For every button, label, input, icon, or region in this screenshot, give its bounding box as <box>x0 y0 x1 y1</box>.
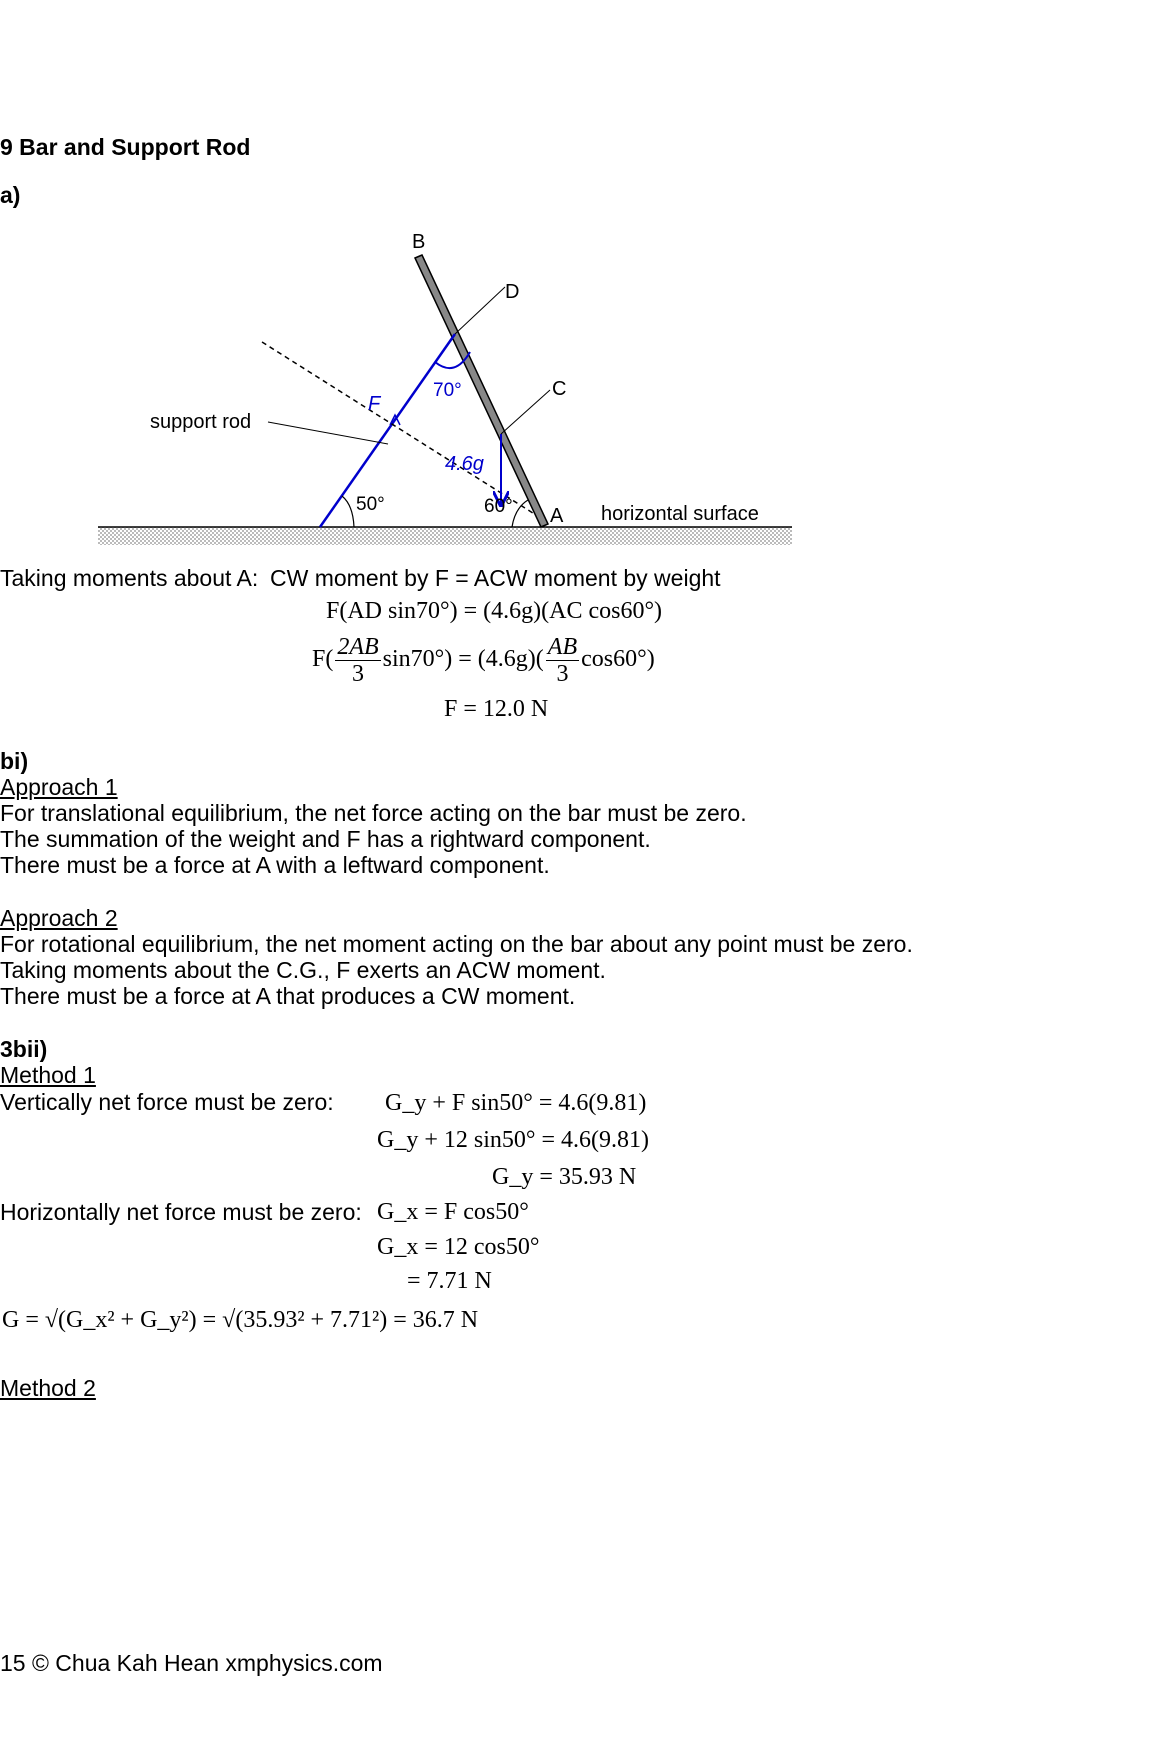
label-angle-70: 70° <box>433 380 462 401</box>
label-angle-60: 60° <box>484 496 513 517</box>
vertical-eq-2: G_y + 12 sin50° = 4.6(9.81) <box>377 1127 649 1153</box>
approach2-line-3: There must be a force at A that produces a CW moment. <box>0 983 576 1009</box>
angle-60-arc <box>512 500 528 527</box>
label-c-leader <box>501 390 550 434</box>
label-horizontal-surface: horizontal surface <box>601 503 759 525</box>
eq2-left: F( <box>312 646 334 673</box>
method1-title: Method 1 <box>0 1062 96 1088</box>
eq2-frac2-num: AB <box>547 634 578 660</box>
eq2-mid: sin70°) = (4.6g)( <box>382 646 544 673</box>
eq2-frac1-den: 3 <box>352 661 364 687</box>
approach2-line-1: For rotational equilibrium, the net moment acting on the bar about any point must be zero. <box>0 931 913 957</box>
eq2-frac1-num: 2AB <box>337 634 379 660</box>
eq2-fraction-2 <box>546 634 579 687</box>
eq2-fraction-1 <box>335 634 380 687</box>
footer: 15 © Chua Kah Hean xmphysics.com <box>0 1650 383 1676</box>
part-bii-label: 3bii) <box>0 1036 48 1062</box>
equation-2 <box>312 634 655 687</box>
label-b: B <box>412 231 426 253</box>
label-c: C <box>552 378 567 400</box>
moments-intro: Taking moments about A: <box>0 565 259 591</box>
horizontal-eq-3: = 7.71 N <box>407 1268 492 1294</box>
label-weight: 4.6g <box>445 453 484 475</box>
approach1-line-3: There must be a force at A with a leftward component. <box>0 852 550 878</box>
angle-50-arc <box>342 496 354 527</box>
method2-title: Method 2 <box>0 1375 96 1401</box>
resultant-equation: G = √(G_x² + G_y²) = √(35.93² + 7.71²) = 36.7 N <box>2 1307 479 1333</box>
horizontal-eq-1: G_x = F cos50° <box>377 1199 529 1225</box>
label-angle-50: 50° <box>356 494 385 515</box>
vertical-eq-3: G_y = 35.93 N <box>492 1164 637 1190</box>
support-rod-leader <box>268 422 388 444</box>
section-title: 9 Bar and Support Rod <box>0 134 251 160</box>
eq2-right: cos60°) <box>581 646 655 673</box>
approach1-title: Approach 1 <box>0 774 118 800</box>
equation-3: F = 12.0 N <box>444 696 549 722</box>
vertical-intro: Vertically net force must be zero: <box>0 1089 334 1115</box>
ground-hatch <box>98 527 792 545</box>
horizontal-intro: Horizontally net force must be zero: <box>0 1199 362 1225</box>
vertical-eq-1: G_y + F sin50° = 4.6(9.81) <box>385 1090 647 1116</box>
label-d: D <box>505 281 520 303</box>
horizontal-eq-2: G_x = 12 cos50° <box>377 1234 540 1260</box>
label-a: A <box>550 505 564 527</box>
label-f: F <box>368 393 381 415</box>
equation-1: F(AD sin70°) = (4.6g)(AC cos60°) <box>326 598 663 624</box>
eq2-frac2-den: 3 <box>556 661 569 687</box>
part-bi-label: bi) <box>0 748 29 774</box>
approach1-line-1: For translational equilibrium, the net force acting on the bar must be zero. <box>0 800 747 826</box>
label-support-rod: support rod <box>150 411 252 433</box>
approach2-line-2: Taking moments about the C.G., F exerts an ACW moment. <box>0 957 606 983</box>
moments-statement: CW moment by F = ACW moment by weight <box>270 565 721 591</box>
label-d-leader <box>455 287 505 334</box>
part-a-label: a) <box>0 182 21 208</box>
approach2-title: Approach 2 <box>0 905 118 931</box>
bar-support-diagram <box>0 195 820 555</box>
approach1-line-2: The summation of the weight and F has a rightward component. <box>0 826 651 852</box>
